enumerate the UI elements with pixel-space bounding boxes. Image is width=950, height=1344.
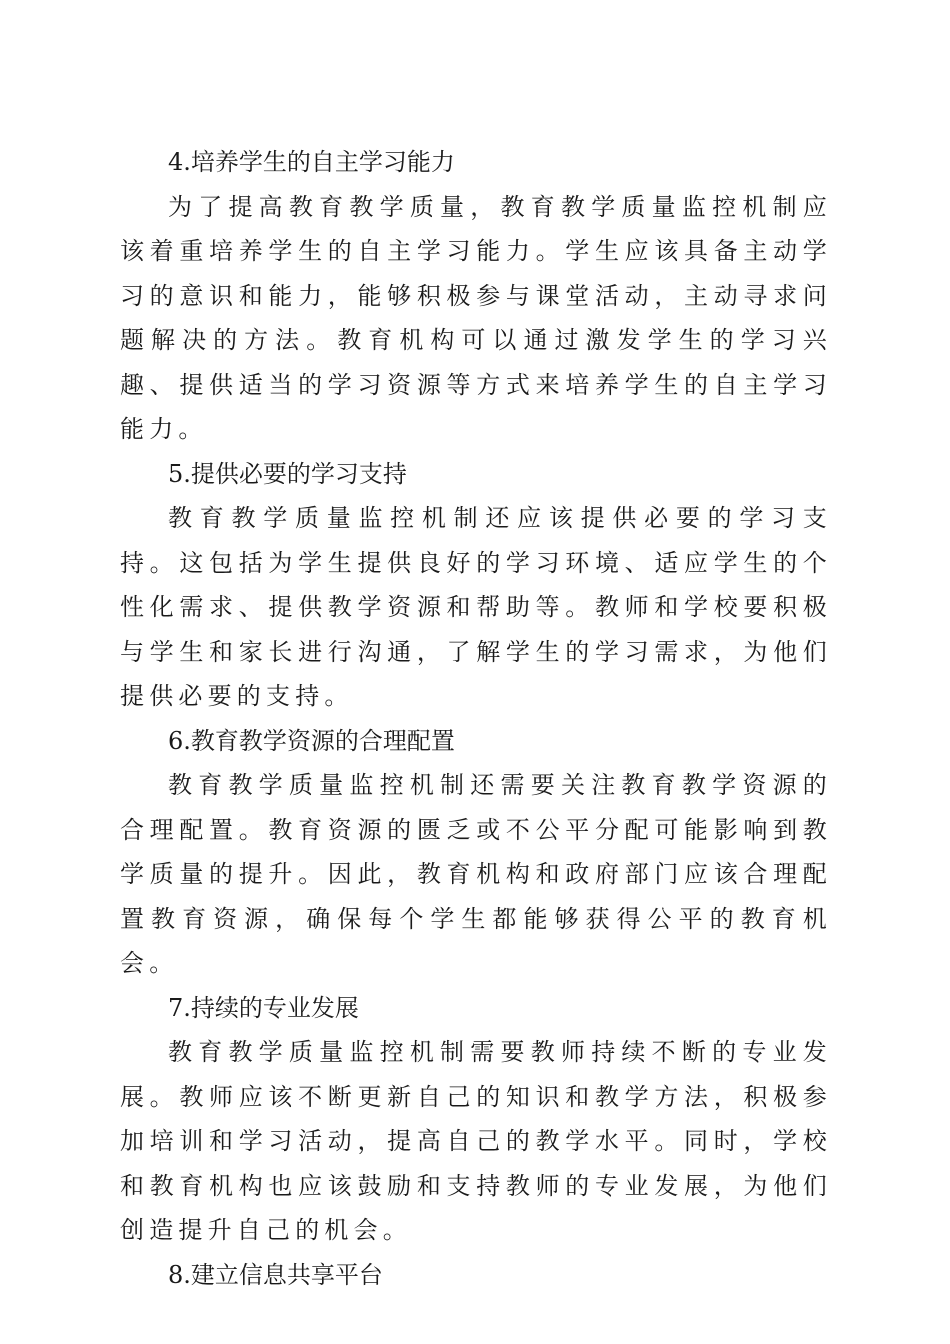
section-body-5: 教育教学质量监控机制还应该提供必要的学习支持。这包括为学生提供良好的学习环境、适应学生的个性化需求、提供教学资源和帮助等。教师和学校要积极与学生和家长进行沟通，了解学生的学习需求，为他们提供必要的支持。 [120, 504, 832, 710]
section-heading-5: 5.提供必要的学习支持 [168, 459, 407, 488]
section-body-6: 教育教学质量监控机制还需要关注教育教学资源的合理配置。教育资源的匮乏或不公平分配可能影响到教学质量的提升。因此，教育机构和政府部门应该合理配置教育资源，确保每个学生都能够获得公平的教育机会。 [120, 771, 832, 977]
section-heading-7: 7.持续的专业发展 [168, 993, 359, 1022]
section-body-4: 为了提高教育教学质量，教育教学质量监控机制应该着重培养学生的自主学习能力。学生应该具备主动学习的意识和能力，能够积极参与课堂活动，主动寻求问题解决的方法。教育机构可以通过激发学生的学习兴趣、提供适当的学习资源等方式来培养学生的自主学习能力。 [120, 192, 832, 443]
section-heading-8: 8.建立信息共享平台 [168, 1260, 383, 1289]
document-page [120, 140, 832, 1297]
section-body-7: 教育教学质量监控机制需要教师持续不断的专业发展。教师应该不断更新自己的知识和教学方法，积极参加培训和学习活动，提高自己的教学水平。同时，学校和教育机构也应该鼓励和支持教师的专业发展，为他们创造提升自己的机会。 [120, 1038, 832, 1244]
section-heading-6: 6.教育教学资源的合理配置 [168, 726, 455, 755]
section-heading-4: 4.培养学生的自主学习能力 [168, 148, 455, 176]
